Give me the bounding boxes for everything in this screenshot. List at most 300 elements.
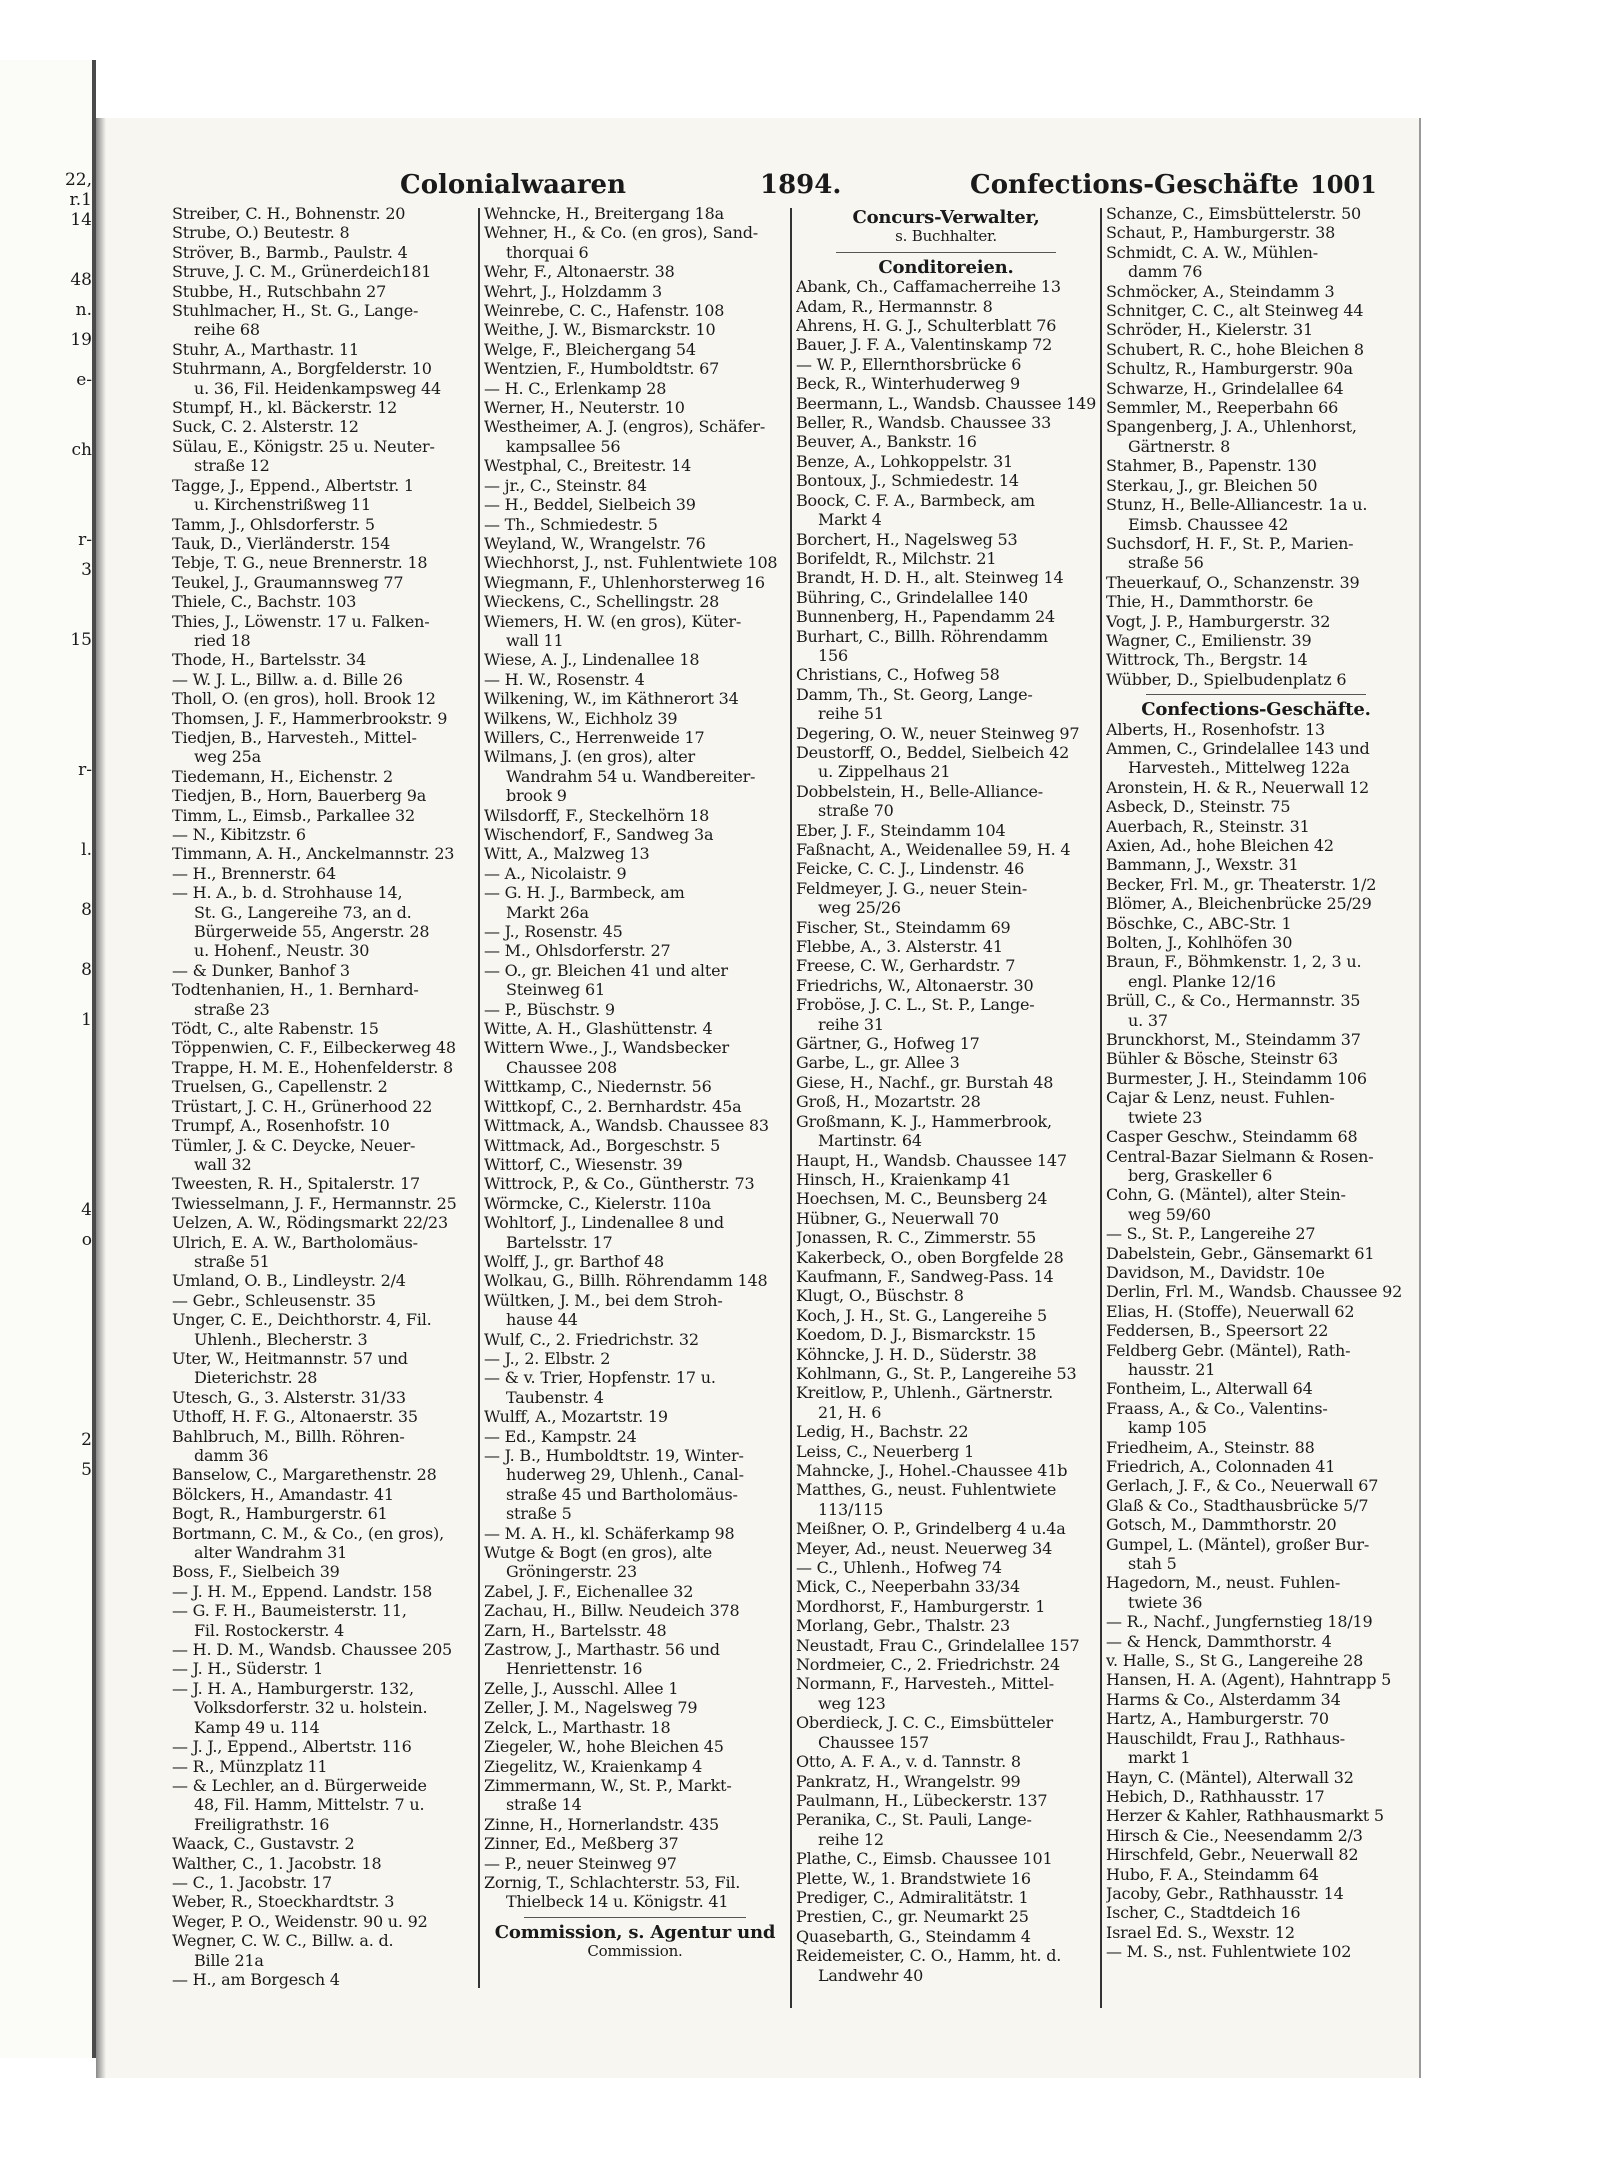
directory-entry: Tauk, D., Vierländerstr. 154 xyxy=(172,533,391,553)
directory-entry: — J. H. A., Hamburgerstr. 132, xyxy=(172,1678,414,1698)
directory-entry: Bahlbruch, M., Billh. Röhren- xyxy=(172,1426,405,1446)
directory-entry: Pankratz, H., Wrangelstr. 99 xyxy=(796,1771,1021,1791)
directory-entry: Hirsch & Cie., Neesendamm 2/3 xyxy=(1106,1825,1363,1845)
directory-entry: — Gebr., Schleusenstr. 35 xyxy=(172,1290,376,1310)
directory-entry: Tiedemann, H., Eichenstr. 2 xyxy=(172,766,393,786)
directory-entry: Hoechsen, M. C., Beunsberg 24 xyxy=(796,1189,1048,1209)
directory-entry: kampsallee 56 xyxy=(506,436,621,456)
directory-entry: — & Lechler, an d. Bürgerweide xyxy=(172,1775,427,1795)
directory-entry: Hubo, F. A., Steindamm 64 xyxy=(1106,1864,1319,1884)
directory-entry: hause 44 xyxy=(506,1310,578,1330)
header-right-title: Confections-Geschäfte xyxy=(970,170,1299,200)
directory-entry: Meyer, Ad., neust. Neuerweg 34 xyxy=(796,1538,1053,1558)
directory-entry: Mahncke, J., Hohel.-Chaussee 41b xyxy=(796,1461,1068,1480)
directory-entry: Tümler, J. & C. Deycke, Neuer- xyxy=(172,1135,416,1155)
directory-entry: Beuver, A., Bankstr. 16 xyxy=(796,432,977,452)
directory-entry: Wiemers, H. W. (en gros), Küter- xyxy=(484,611,742,631)
directory-entry: Becker, Frl. M., gr. Theaterstr. 1/2 xyxy=(1106,874,1377,894)
directory-entry: Nordmeier, C., 2. Friedrichstr. 24 xyxy=(796,1655,1060,1675)
column-3 xyxy=(796,204,1096,1985)
left-page-edge xyxy=(0,60,96,2058)
directory-entry: Freese, C. W., Gerhardstr. 7 xyxy=(796,956,1016,976)
directory-entry: Quasebarth, G., Steindamm 4 xyxy=(796,1926,1031,1946)
directory-entry: Bogt, R., Hamburgerstr. 61 xyxy=(172,1504,388,1524)
directory-entry: Schaut, P., Hamburgerstr. 38 xyxy=(1106,223,1336,243)
directory-entry: wall 11 xyxy=(506,630,564,650)
directory-entry: Thiele, C., Bachstr. 103 xyxy=(172,592,357,612)
directory-entry: — W. J. L., Billw. a. d. Bille 26 xyxy=(172,669,403,689)
directory-entry: reihe 12 xyxy=(818,1829,884,1849)
directory-entry: Kakerbeck, O., oben Borgfelde 28 xyxy=(796,1247,1064,1267)
directory-entry: Jacoby, Gebr., Rathhausstr. 14 xyxy=(1106,1883,1344,1903)
directory-entry: hausstr. 21 xyxy=(1128,1359,1216,1379)
directory-entry: Wittmack, A., Wandsb. Chaussee 83 xyxy=(484,1116,769,1136)
directory-entry: Bürgerweide 55, Angerstr. 28 xyxy=(194,922,430,942)
directory-entry: Groß, H., Mozartstr. 28 xyxy=(796,1092,981,1112)
directory-entry: — H., Beddel, Sielbeich 39 xyxy=(484,495,696,515)
directory-entry: Thode, H., Bartelsstr. 34 xyxy=(172,650,366,670)
directory-entry: Zimmermann, W., St. P., Markt- xyxy=(484,1775,732,1795)
directory-entry: Witt, A., Malzweg 13 xyxy=(484,844,650,864)
directory-entry: u. 37 xyxy=(1128,1010,1168,1030)
directory-entry: Schmidt, C. A. W., Mühlen- xyxy=(1106,242,1318,262)
directory-entry: Prestien, C., gr. Neumarkt 25 xyxy=(796,1907,1029,1927)
directory-entry: weg 25a xyxy=(194,747,261,767)
directory-entry: Hinsch, H., Kraienkamp 41 xyxy=(796,1169,1012,1189)
directory-entry: Struve, J. C. M., Grünerdeich181 xyxy=(172,262,432,282)
directory-entry: Hagedorn, M., neust. Fuhlen- xyxy=(1106,1573,1341,1593)
directory-entry: Stumpf, H., kl. Bäckerstr. 12 xyxy=(172,398,398,418)
directory-entry: Spangenberg, J. A., Uhlenhorst, xyxy=(1106,417,1357,437)
directory-entry: damm 36 xyxy=(194,1446,269,1465)
directory-entry: Otto, A. F. A., v. d. Tannstr. 8 xyxy=(796,1752,1021,1772)
directory-entry: straße 14 xyxy=(506,1795,582,1815)
directory-entry: twiete 23 xyxy=(1128,1107,1203,1127)
directory-entry: Weinrebe, C. C., Hafenstr. 108 xyxy=(484,301,725,321)
directory-entry: Bortmann, C. M., & Co., (en gros), xyxy=(172,1523,444,1543)
directory-entry: Wültken, J. M., bei dem Stroh- xyxy=(484,1290,723,1310)
directory-entry: Bauer, J. F. A., Valentinskamp 72 xyxy=(796,335,1053,355)
directory-entry: Todtenhanien, H., 1. Bernhard- xyxy=(172,980,419,1000)
section-subheading: Commission. xyxy=(587,1942,683,1961)
directory-entry: Harvesteh., Mittelweg 122a xyxy=(1128,758,1350,778)
directory-entry: Zastrow, J., Marthastr. 56 und xyxy=(484,1640,720,1660)
directory-entry: — H. D. M., Wandsb. Chaussee 205 xyxy=(172,1640,453,1660)
directory-entry: Truelsen, G., Capellenstr. 2 xyxy=(172,1077,388,1097)
directory-entry: Central-Bazar Sielmann & Rosen- xyxy=(1106,1146,1374,1166)
directory-entry: Timm, L., Eimsb., Parkallee 32 xyxy=(172,805,415,825)
page-fragment-text: r- xyxy=(78,530,92,550)
directory-entry: Semmler, M., Reeperbahn 66 xyxy=(1106,398,1339,418)
directory-entry: Streiber, C. H., Bohnenstr. 20 xyxy=(172,204,406,223)
directory-entry: brook 9 xyxy=(506,786,567,806)
directory-entry: huderweg 29, Uhlenh., Canal- xyxy=(506,1465,744,1485)
directory-entry: Wübber, D., Spielbudenplatz 6 xyxy=(1106,669,1347,689)
directory-entry: Faßnacht, A., Weidenallee 59, H. 4 xyxy=(796,840,1071,859)
page-fragment-text: r.1 xyxy=(69,190,92,210)
directory-entry: Wittrock, P., & Co., Güntherstr. 73 xyxy=(484,1174,755,1194)
directory-entry: Cajar & Lenz, neust. Fuhlen- xyxy=(1106,1088,1335,1108)
directory-entry: Borifeldt, R., Milchstr. 21 xyxy=(796,548,997,568)
directory-entry: Wohltorf, J., Lindenallee 8 und xyxy=(484,1213,724,1233)
directory-entry: Casper Geschw., Steindamm 68 xyxy=(1106,1127,1358,1147)
directory-entry: Dieterichstr. 28 xyxy=(194,1368,318,1388)
directory-entry: Thie, H., Dammthorstr. 6e xyxy=(1106,592,1314,612)
directory-entry: Unger, C. E., Deichthorstr. 4, Fil. xyxy=(172,1310,432,1330)
directory-entry: — P., neuer Steinweg 97 xyxy=(484,1853,677,1873)
directory-entry: Hartz, A., Hamburgerstr. 70 xyxy=(1106,1709,1329,1729)
directory-entry: Gotsch, M., Dammthorstr. 20 xyxy=(1106,1515,1337,1535)
directory-entry: Normann, F., Harvesteh., Mittel- xyxy=(796,1674,1054,1694)
directory-entry: Plathe, C., Eimsb. Chaussee 101 xyxy=(796,1849,1053,1869)
directory-entry: Timmann, A. H., Anckelmannstr. 23 xyxy=(172,844,455,864)
directory-entry: Kreitlow, P., Uhlenh., Gärtnerstr. xyxy=(796,1383,1053,1403)
directory-entry: Wittrock, Th., Bergstr. 14 xyxy=(1106,650,1308,670)
directory-entry: Matthes, G., neust. Fuhlentwiete xyxy=(796,1480,1057,1500)
directory-entry: straße 70 xyxy=(818,801,894,821)
page-fragment-text: 5 xyxy=(81,1460,92,1480)
directory-entry: Koch, J. H., St. G., Langereihe 5 xyxy=(796,1305,1048,1325)
directory-entry: straße 5 xyxy=(506,1504,572,1524)
directory-entry: Bolten, J., Kohlhöfen 30 xyxy=(1106,933,1293,953)
directory-entry: Westphal, C., Breitestr. 14 xyxy=(484,456,692,476)
section-heading: Concurs-Verwalter, xyxy=(852,208,1040,228)
directory-entry: Meißner, O. P., Grindelberg 4 u.4a xyxy=(796,1519,1066,1539)
directory-entry: Utesch, G., 3. Alsterstr. 31/33 xyxy=(172,1387,406,1407)
directory-entry: Feldberg Gebr. (Mäntel), Rath- xyxy=(1106,1340,1351,1360)
directory-entry: Ulrich, E. A. W., Bartholomäus- xyxy=(172,1232,418,1252)
directory-entry: reihe 31 xyxy=(818,1014,884,1034)
directory-entry: Wittorf, C., Wiesenstr. 39 xyxy=(484,1154,683,1174)
directory-entry: — A., Nicolaistr. 9 xyxy=(484,863,627,883)
directory-entry: kamp 105 xyxy=(1128,1418,1207,1438)
directory-entry: straße 56 xyxy=(1128,553,1204,573)
directory-entry: Zelle, J., Ausschl. Allee 1 xyxy=(484,1678,679,1698)
directory-entry: Schnitger, C. C., alt Steinweg 44 xyxy=(1106,301,1364,321)
page-fragment-text: 22, xyxy=(64,170,92,190)
directory-entry: — J., 2. Elbstr. 2 xyxy=(484,1348,611,1368)
directory-entry: Stunz, H., Belle-Alliancestr. 1a u. xyxy=(1106,495,1368,515)
directory-entry: Bühring, C., Grindelallee 140 xyxy=(796,587,1028,607)
directory-entry: Zabel, J. F., Eichenallee 32 xyxy=(484,1581,694,1601)
directory-entry: Abank, Ch., Caffamacherreihe 13 xyxy=(796,277,1061,297)
directory-entry: berg, Graskeller 6 xyxy=(1128,1165,1273,1185)
directory-entry: Freiligrathstr. 16 xyxy=(194,1814,330,1834)
directory-entry: Derlin, Frl. M., Wandsb. Chaussee 92 xyxy=(1106,1282,1403,1302)
directory-entry: — W. P., Ellernthorsbrücke 6 xyxy=(796,354,1022,374)
directory-entry: Chaussee 157 xyxy=(818,1732,929,1752)
page-fragment-text: ch xyxy=(71,440,92,460)
directory-entry: — R., Nachf., Jungfernstieg 18/19 xyxy=(1106,1612,1373,1632)
directory-entry: Flebbe, A., 3. Alsterstr. 41 xyxy=(796,937,1003,957)
directory-entry: Uthoff, H. F. G., Altonaerstr. 35 xyxy=(172,1407,418,1427)
directory-entry: Schmöcker, A., Steindamm 3 xyxy=(1106,281,1335,301)
directory-entry: Boock, C. F. A., Barmbeck, am xyxy=(796,490,1035,510)
directory-entry: Ahrens, H. G. J., Schulterblatt 76 xyxy=(796,316,1057,336)
page-fragment-text: 8 xyxy=(81,960,92,980)
directory-entry: Feldmeyer, J. G., neuer Stein- xyxy=(796,878,1028,898)
directory-entry: — jr., C., Steinstr. 84 xyxy=(484,475,647,495)
column-4 xyxy=(1106,204,1406,1962)
directory-entry: — J. J., Eppend., Albertstr. 116 xyxy=(172,1737,412,1757)
directory-entry: Töppenwien, C. F., Eilbeckerweg 48 xyxy=(172,1038,456,1058)
directory-entry: Thielbeck 14 u. Königstr. 41 xyxy=(506,1892,729,1912)
directory-entry: Christians, C., Hofweg 58 xyxy=(796,665,1000,685)
directory-entry: Westheimer, A. J. (engros), Schäfer- xyxy=(484,417,766,437)
directory-entry: Wittkopf, C., 2. Bernhardstr. 45a xyxy=(484,1096,742,1116)
directory-entry: Adam, R., Hermannstr. 8 xyxy=(796,296,993,316)
page-fragment-text: 2 xyxy=(81,1430,92,1450)
section-subheading: s. Buchhalter. xyxy=(895,227,997,246)
directory-entry: Feicke, C. C. J., Lindenstr. 46 xyxy=(796,859,1025,879)
directory-entry: Bartelsstr. 17 xyxy=(506,1232,613,1252)
directory-entry: Gumpel, L. (Mäntel), großer Bur- xyxy=(1106,1534,1370,1554)
page-number: 1001 xyxy=(1310,170,1377,199)
directory-entry: Bille 21a xyxy=(194,1950,264,1970)
directory-entry: 156 xyxy=(818,645,848,665)
directory-entry: Dabelstein, Gebr., Gänsemarkt 61 xyxy=(1106,1243,1375,1263)
directory-entry: Wolff, J., gr. Barthof 48 xyxy=(484,1251,664,1271)
directory-entry: Hirschfeld, Gebr., Neuerwall 82 xyxy=(1106,1845,1359,1865)
directory-entry: Deustorff, O., Beddel, Sielbeich 42 xyxy=(796,742,1070,762)
directory-entry: Markt 4 xyxy=(818,510,882,530)
directory-entry: straße 23 xyxy=(194,999,270,1019)
column-rule-1 xyxy=(478,208,480,1988)
directory-entry: Borchert, H., Nagelsweg 53 xyxy=(796,529,1018,549)
directory-entry: Landwehr 40 xyxy=(818,1965,924,1985)
directory-entry: — & v. Trier, Hopfenstr. 17 u. xyxy=(484,1368,716,1388)
directory-entry: Volksdorferstr. 32 u. holstein. xyxy=(194,1698,428,1718)
directory-entry: Asbeck, D., Steinstr. 75 xyxy=(1106,797,1291,817)
directory-entry: — M. A. H., kl. Schäferkamp 98 xyxy=(484,1523,735,1543)
directory-entry: Blömer, A., Bleichenbrücke 25/29 xyxy=(1106,894,1372,914)
directory-entry: Beermann, L., Wandsb. Chaussee 149 xyxy=(796,393,1096,413)
directory-entry: — J. H., Süderstr. 1 xyxy=(172,1659,324,1679)
directory-entry: Alberts, H., Rosenhofstr. 13 xyxy=(1106,719,1326,739)
directory-entry: Wulff, A., Mozartstr. 19 xyxy=(484,1407,668,1427)
directory-entry: weg 59/60 xyxy=(1128,1204,1211,1224)
directory-entry: 113/115 xyxy=(818,1499,884,1519)
directory-entry: Bühler & Bösche, Steinstr 63 xyxy=(1106,1049,1338,1069)
directory-entry: Chaussee 208 xyxy=(506,1057,617,1077)
directory-entry: Bontoux, J., Schmiedestr. 14 xyxy=(796,471,1019,491)
directory-entry: Stubbe, H., Rutschbahn 27 xyxy=(172,281,387,301)
section-divider xyxy=(524,1917,746,1918)
directory-entry: — J. H. M., Eppend. Landstr. 158 xyxy=(172,1581,433,1601)
directory-entry: Wentzien, F., Humboldtstr. 67 xyxy=(484,359,720,379)
directory-entry: Fraass, A., & Co., Valentins- xyxy=(1106,1398,1328,1418)
directory-entry: Uelzen, A. W., Rödingsmarkt 22/23 xyxy=(172,1213,448,1233)
directory-entry: Suchsdorf, H. F., St. P., Marien- xyxy=(1106,533,1354,553)
directory-entry: Oberdieck, J. C. C., Eimsbütteler xyxy=(796,1713,1053,1733)
directory-entry: Beck, R., Winterhuderweg 9 xyxy=(796,374,1020,394)
page-fragment-text: 48 xyxy=(70,270,92,290)
directory-entry: Sterkau, J., gr. Bleichen 50 xyxy=(1106,475,1318,495)
section-divider xyxy=(836,252,1056,253)
directory-entry: Eimsb. Chaussee 42 xyxy=(1128,514,1289,534)
directory-entry: Garbe, L., gr. Allee 3 xyxy=(796,1053,960,1073)
directory-entry: — R., Münzplatz 11 xyxy=(172,1756,328,1776)
directory-entry: Wehrt, J., Holzdamm 3 xyxy=(484,281,662,301)
section-heading: Conditoreien. xyxy=(878,257,1014,278)
directory-entry: Davidson, M., Davidstr. 10e xyxy=(1106,1262,1325,1282)
directory-entry: Schwarze, H., Grindelallee 64 xyxy=(1106,378,1344,398)
directory-entry: u. Zippelhaus 21 xyxy=(818,762,951,782)
directory-entry: Reidemeister, C. O., Hamm, ht. d. xyxy=(796,1946,1062,1966)
directory-entry: Köhncke, J. H. D., Süderstr. 38 xyxy=(796,1344,1037,1364)
directory-entry: Prediger, C., Admiralitätstr. 1 xyxy=(796,1887,1029,1907)
column-rule-2 xyxy=(790,208,792,2008)
directory-entry: Burmester, J. H., Steindamm 106 xyxy=(1106,1068,1367,1088)
directory-entry: Böschke, C., ABC-Str. 1 xyxy=(1106,913,1292,933)
directory-entry: Fil. Rostockerstr. 4 xyxy=(194,1620,345,1640)
page-fragment-text: r- xyxy=(78,760,92,780)
directory-entry: Wolkau, G., Billh. Röhrendamm 148 xyxy=(484,1271,768,1291)
directory-entry: — J., Rosenstr. 45 xyxy=(484,922,623,942)
directory-entry: reihe 68 xyxy=(194,320,260,340)
directory-entry: Weyland, W., Wrangelstr. 76 xyxy=(484,533,706,553)
directory-entry: Zinner, Ed., Meßberg 37 xyxy=(484,1834,679,1854)
directory-entry: Harms & Co., Alsterdamm 34 xyxy=(1106,1689,1341,1709)
directory-entry: Klugt, O., Büschstr. 8 xyxy=(796,1286,964,1306)
directory-entry: Strube, O.) Beutestr. 8 xyxy=(172,223,350,243)
directory-entry: Markt 26a xyxy=(506,902,589,922)
directory-entry: Dobbelstein, H., Belle-Alliance- xyxy=(796,781,1043,801)
directory-entry: Witte, A. H., Glashüttenstr. 4 xyxy=(484,1019,713,1039)
directory-entry: Leiss, C., Neuerberg 1 xyxy=(796,1441,975,1461)
directory-entry: — S., St. P., Langereihe 27 xyxy=(1106,1224,1316,1244)
directory-entry: Uhlenh., Blecherstr. 3 xyxy=(194,1329,368,1349)
directory-entry: Schultz, R., Hamburgerstr. 90a xyxy=(1106,359,1353,379)
directory-entry: 21, H. 6 xyxy=(818,1402,882,1422)
directory-entry: Großmann, K. J., Hammerbrook, xyxy=(796,1111,1052,1131)
directory-entry: Brandt, H. D. H., alt. Steinweg 14 xyxy=(796,568,1064,588)
directory-entry: Feddersen, B., Speersort 22 xyxy=(1106,1321,1329,1341)
directory-entry: Stuhr, A., Marthastr. 11 xyxy=(172,339,359,359)
directory-entry: Friedrich, A., Colonnaden 41 xyxy=(1106,1457,1336,1476)
directory-entry: Taubenstr. 4 xyxy=(506,1387,604,1407)
directory-entry: Uter, W., Heitmannstr. 57 und xyxy=(172,1348,408,1368)
directory-entry: Wilsdorff, F., Steckelhörn 18 xyxy=(484,805,710,825)
directory-entry: Wischendorf, F., Sandweg 3a xyxy=(484,825,714,844)
directory-entry: Zinne, H., Hornerlandstr. 435 xyxy=(484,1814,719,1834)
directory-entry: Hauschildt, Frau J., Rathhaus- xyxy=(1106,1728,1345,1748)
directory-entry: Tiedjen, B., Horn, Bauerberg 9a xyxy=(172,786,427,806)
directory-entry: Zarn, H., Bartelsstr. 48 xyxy=(484,1620,667,1640)
directory-entry: Tebje, T. G., neue Brennerstr. 18 xyxy=(172,553,428,573)
directory-entry: Brunckhorst, M., Steindamm 37 xyxy=(1106,1030,1361,1050)
directory-entry: Willers, C., Herrenweide 17 xyxy=(484,727,705,747)
directory-entry: Wittern Wwe., J., Wandsbecker xyxy=(484,1038,729,1058)
directory-entry: Friedheim, A., Steinstr. 88 xyxy=(1106,1437,1315,1457)
directory-entry: Israel Ed. S., Wexstr. 12 xyxy=(1106,1922,1295,1942)
directory-entry: Boss, F., Sielbeich 39 xyxy=(172,1562,340,1582)
page-fragment-text: e- xyxy=(76,370,92,390)
directory-entry: Wiechhorst, J., nst. Fuhlentwiete 108 xyxy=(484,553,778,573)
directory-entry: Benze, A., Lohkoppelstr. 31 xyxy=(796,451,1014,471)
directory-entry: Zelck, L., Marthastr. 18 xyxy=(484,1717,671,1737)
directory-entry: Wandrahm 54 u. Wandbereiter- xyxy=(506,766,756,786)
directory-entry: Stahmer, B., Papenstr. 130 xyxy=(1106,456,1317,476)
directory-entry: Gärtner, G., Hofweg 17 xyxy=(796,1034,980,1054)
directory-entry: Zeller, J. M., Nagelsweg 79 xyxy=(484,1698,698,1718)
directory-entry: Suck, C. 2. Alsterstr. 12 xyxy=(172,417,359,437)
directory-entry: Hübner, G., Neuerwall 70 xyxy=(796,1208,999,1228)
page-fragment-text: 3 xyxy=(81,560,92,580)
directory-entry: Wehncke, H., Breitergang 18a xyxy=(484,204,724,223)
page-fragment-text: l. xyxy=(81,840,92,860)
directory-entry: thorquai 6 xyxy=(506,242,589,262)
directory-entry: — J. B., Humboldtstr. 19, Winter- xyxy=(484,1446,744,1465)
directory-entry: Wieckens, C., Schellingstr. 28 xyxy=(484,592,720,612)
directory-entry: Gerlach, J. F., & Co., Neuerwall 67 xyxy=(1106,1476,1379,1496)
directory-entry: Trappe, H. M. E., Hohenfelderstr. 8 xyxy=(172,1057,454,1077)
directory-entry: Theuerkauf, O., Schanzenstr. 39 xyxy=(1106,572,1360,592)
directory-entry: Ziegeler, W., hohe Bleichen 45 xyxy=(484,1737,724,1757)
directory-entry: Jonassen, R. C., Zimmerstr. 55 xyxy=(796,1228,1037,1248)
directory-entry: Trumpf, A., Rosenhofstr. 10 xyxy=(172,1116,390,1136)
directory-entry: Glaß & Co., Stadthausbrücke 5/7 xyxy=(1106,1495,1369,1515)
directory-entry: Beller, R., Wandsb. Chaussee 33 xyxy=(796,413,1052,433)
directory-entry: Froböse, J. C. L., St. P., Lange- xyxy=(796,995,1035,1015)
section-heading: Confections-Geschäfte. xyxy=(1141,700,1371,720)
directory-entry: wall 32 xyxy=(194,1154,252,1174)
directory-entry: Braun, F., Böhmkenstr. 1, 2, 3 u. xyxy=(1106,952,1362,972)
directory-entry: Henriettenstr. 16 xyxy=(506,1659,643,1679)
directory-entry: St. G., Langereihe 73, an d. xyxy=(194,902,412,922)
directory-entry: Wilkens, W., Eichholz 39 xyxy=(484,708,678,728)
directory-entry: u. 36, Fil. Heidenkampsweg 44 xyxy=(194,378,441,398)
directory-entry: Ledig, H., Bachstr. 22 xyxy=(796,1422,969,1442)
directory-entry: v. Halle, S., St G., Langereihe 28 xyxy=(1106,1651,1364,1671)
directory-entry: weg 25/26 xyxy=(818,898,901,918)
directory-entry: Teukel, J., Graumannsweg 77 xyxy=(172,572,404,592)
directory-entry: — G. F. H., Baumeisterstr. 11, xyxy=(172,1601,407,1621)
directory-entry: — H., am Borgesch 4 xyxy=(172,1969,340,1989)
directory-entry: stah 5 xyxy=(1128,1554,1177,1574)
directory-entry: Ziegelitz, W., Kraienkamp 4 xyxy=(484,1756,703,1776)
section-divider xyxy=(1146,694,1366,695)
directory-entry: — H. C., Erlenkamp 28 xyxy=(484,378,667,398)
directory-entry: — C., Uhlenh., Hofweg 74 xyxy=(796,1558,1002,1578)
directory-entry: Thies, J., Löwenstr. 17 u. Falken- xyxy=(172,611,430,631)
column-rule-3 xyxy=(1100,208,1102,2008)
directory-entry: Zornig, T., Schlachterstr. 53, Fil. xyxy=(484,1872,741,1892)
directory-entry: straße 45 und Bartholomäus- xyxy=(506,1484,738,1504)
directory-entry: Plette, W., 1. Brandstwiete 16 xyxy=(796,1868,1031,1888)
directory-entry: Axien, Ad., hohe Bleichen 42 xyxy=(1106,836,1334,855)
directory-entry: Bammann, J., Wexstr. 31 xyxy=(1106,855,1299,875)
directory-entry: Schanze, C., Eimsbüttelerstr. 50 xyxy=(1106,204,1362,223)
directory-entry: Tweesten, R. H., Spitalerstr. 17 xyxy=(172,1174,420,1194)
directory-entry: Bunnenberg, H., Papendamm 24 xyxy=(796,607,1056,627)
directory-entry: Steinweg 61 xyxy=(506,980,605,1000)
directory-entry: Thomsen, J. F., Hammerbrookstr. 9 xyxy=(172,708,448,728)
directory-entry: Aronstein, H. & R., Neuerwall 12 xyxy=(1106,777,1370,797)
spine-shadow xyxy=(96,118,106,2078)
directory-entry: Kaufmann, F., Sandweg-Pass. 14 xyxy=(796,1266,1054,1286)
directory-entry: — C., 1. Jacobstr. 17 xyxy=(172,1872,333,1892)
directory-entry: Zachau, H., Billw. Neudeich 378 xyxy=(484,1601,740,1621)
directory-entry: — M., Ohlsdorferstr. 27 xyxy=(484,941,671,961)
directory-entry: Schröder, H., Kielerstr. 31 xyxy=(1106,320,1313,340)
directory-entry: Brüll, C., & Co., Hermannstr. 35 xyxy=(1106,991,1361,1011)
directory-entry: Peranika, C., St. Pauli, Lange- xyxy=(796,1810,1032,1830)
page-fragment-text: 14 xyxy=(70,210,92,230)
column-2 xyxy=(484,204,786,1962)
directory-entry: Friedrichs, W., Altonaerstr. 30 xyxy=(796,975,1034,995)
directory-entry: Wehr, F., Altonaerstr. 38 xyxy=(484,262,675,282)
